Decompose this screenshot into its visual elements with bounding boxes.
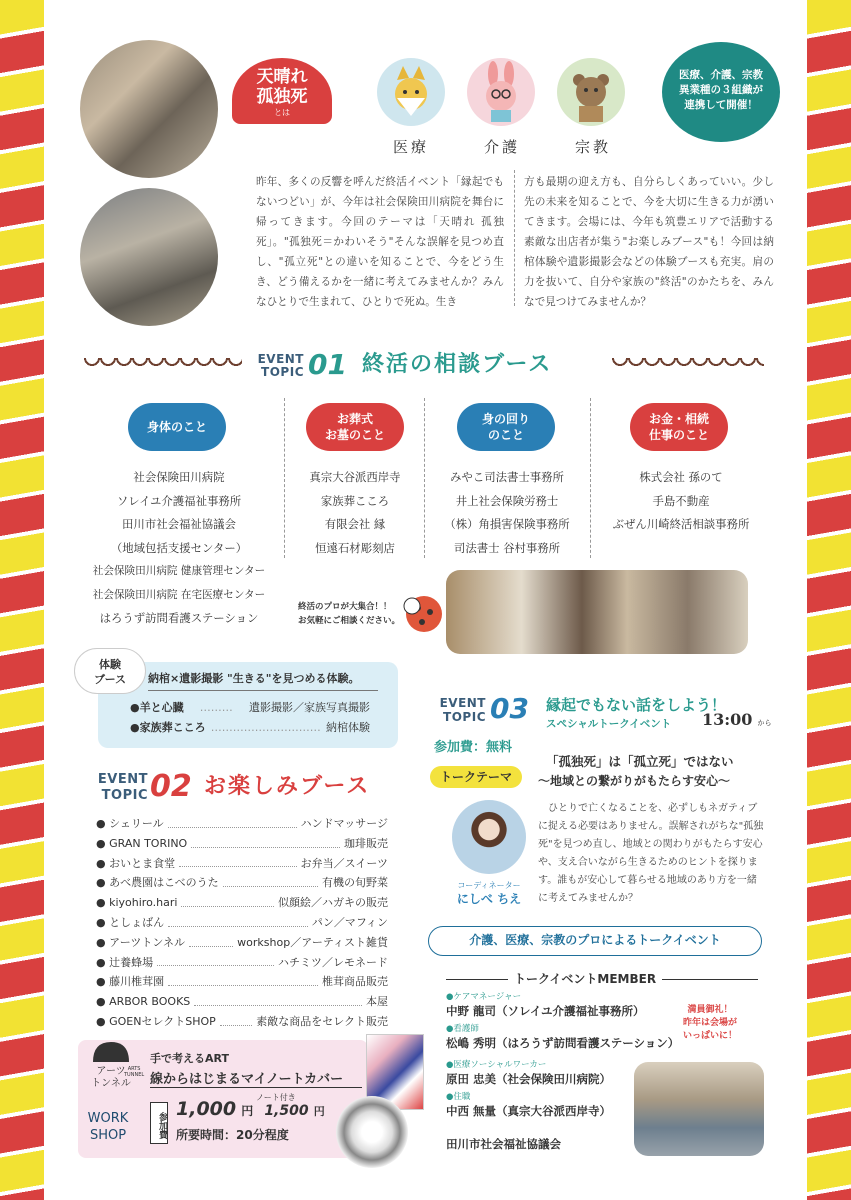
list-item (96, 893, 388, 913)
shop-value: 似顔絵／ハガキの販売 (278, 896, 388, 910)
member-role: ●住職 (446, 1092, 471, 1102)
member-name: 松嶋 秀明（はろうず訪問看護ステーション） (446, 1036, 680, 1050)
shop-value: お弁当／スイーツ (300, 856, 388, 870)
topic03-fee: 参加費：無料 (434, 740, 513, 755)
label-medical: 医療 (393, 138, 430, 156)
member-heading-text: トークイベントMEMBER (508, 970, 662, 987)
list-item (96, 913, 388, 933)
pro-gathering-note: 終活のプロが大集合！！ お気軽にご相談ください。 (298, 602, 401, 626)
talk-theme-sub: 〜地域との繋がりがもたらす安心〜 (538, 774, 731, 788)
list-item: 司法書士 谷村事務所 (453, 540, 561, 555)
intro-text-right: 方も最期の迎え方も、自分らしくあっていい。少し先の未来を知ることで、今を大切に生きる力が湧いてきます。会場には、今年も筑豊エリアで活動する素敵な出店者が集う"お楽しみブース"も！今回は納棺体験や遺影撮影会などの体験ブースも充実。肩の力を抜いて、自分や家族の"終活"のかたちを、みんなで見つけてみませんか？ (524, 176, 774, 308)
list-item: 社会保険田川病院 在宅医療センター (92, 588, 266, 601)
arts-tunnel-logo-text: アーツ トンネル (91, 1066, 131, 1089)
arts-tunnel-logo (80, 1040, 145, 1104)
list-item: 社会保険田川病院 健康管理センター (92, 565, 266, 577)
dot-leader (191, 834, 340, 848)
category-divider-1 (284, 398, 285, 558)
workshop-price-2: 1,500 (264, 1103, 309, 1119)
shop-value: ハチミツ／レモネード (278, 955, 388, 969)
fan-title: 天晴れ 孤独死 (256, 67, 308, 107)
fan-subtitle: とは (274, 108, 290, 117)
shop-list (96, 814, 388, 1032)
talk-theme-tag: トークテーマ (430, 766, 522, 788)
talk-description: ひとりで亡くなることを、必ずしもネガティブに捉える必要はありません。誤解されがちな"孤独死"を見つめ直し、地域との関わりがもたらす安心や、支え合いながら生きるためのヒントを探ります。誰もが安心して暮らせる地域のあり方を一緒に考えてみませんか？ (538, 803, 764, 904)
coordinator-photo (452, 800, 526, 874)
shop-name: ● 藤川椎茸園 (96, 975, 165, 989)
category-body-list (84, 466, 274, 631)
topic03-subtitle: スペシャルトークイベント (546, 718, 672, 730)
talk-event-pill: 介護、医療、宗教のプロによるトークイベント (428, 926, 762, 956)
shop-name: ● あべ農園はこべのうた (96, 876, 219, 890)
member-role: ●ケアマネージャー (446, 992, 522, 1002)
category-divider-3 (590, 398, 591, 558)
member-role: ●医療ソーシャルワーカー (446, 1060, 547, 1070)
member-3 (446, 1060, 611, 1087)
workshop-note-label: ノート付き (256, 1093, 296, 1102)
category-personal-list (428, 466, 586, 560)
topic02-event-label (92, 772, 148, 804)
workshop-fee-tag-text: 参加費 (157, 1111, 167, 1139)
workshop-price-2-yen: 円 (313, 1105, 325, 1118)
dot-leader (220, 1012, 252, 1026)
member-name: 原田 忠美（社会保険田川病院） (446, 1072, 612, 1086)
wave-divider-left (84, 358, 242, 374)
arts-tunnel-logo-small: ARTS TUNNEL (124, 1066, 145, 1078)
experience-provider: ●家族葬こころ (130, 720, 206, 734)
list-item: はろうず訪問看護ステーション (99, 611, 259, 625)
right-decorative-stripe (807, 0, 851, 1200)
list-item: 株式会社 孫のて (639, 470, 723, 484)
workshop-time: 所要時間：20分程度 (176, 1128, 289, 1142)
shop-value: workshop／アーティスト雑貨 (237, 935, 388, 949)
dot-leader (168, 972, 318, 986)
list-item (96, 933, 388, 953)
member-org: 田川市社会福祉協議会 (446, 1137, 561, 1151)
workshop-title-underline (150, 1087, 362, 1088)
collab-bubble-text: 医療、介護、宗教 異業種の３組織が 連携して開催！ (679, 69, 763, 111)
member-4 (446, 1092, 611, 1119)
wave-divider-right (612, 358, 764, 374)
shop-value: 珈琲販売 (344, 836, 388, 850)
list-item (96, 854, 388, 874)
list-item: 真宗大谷派西岸寺 (309, 470, 401, 484)
topic03-topic-word: TOPIC (443, 710, 486, 724)
shop-name: ● GRAN TORINO (96, 836, 188, 850)
topic02-title: お楽しみブース (204, 774, 371, 799)
event-photo-bottom (80, 188, 218, 326)
shop-value: 椎茸商品販売 (322, 975, 388, 989)
dot-leader (168, 814, 297, 828)
shop-name: ● 辻養蜂場 (96, 955, 154, 969)
list-item: 社会保険田川病院 (133, 470, 225, 484)
category-funeral-list (290, 466, 420, 560)
dot-leader (189, 933, 233, 947)
topic01-number: 01 (308, 348, 347, 381)
list-item (96, 953, 388, 973)
member-name: 中西 無量（真宗大谷派西岸寺） (446, 1104, 612, 1118)
shop-name: ● アーツトンネル (96, 935, 185, 949)
dot-leader (157, 953, 274, 967)
list-item (130, 718, 370, 738)
talk-theme-main: 「孤独死」は「孤立死」ではない (546, 754, 734, 769)
list-item (96, 1012, 388, 1032)
topic03-event-label (430, 696, 486, 724)
experience-list (130, 698, 370, 738)
coordinator-name: にしべ ちえ (456, 892, 522, 906)
category-money-list (596, 466, 766, 537)
category-body: 身体のこと (128, 403, 226, 451)
dot-leader (179, 854, 297, 868)
workshop-price: 1,000 (176, 1098, 237, 1120)
list-item: 井上社会保険労務士 (455, 493, 559, 508)
label-care: 介護 (484, 138, 521, 156)
list-item: みやこ司法書士事務所 (450, 470, 564, 484)
shop-value: ハンドマッサージ (300, 817, 388, 830)
collab-speech-bubble (662, 42, 780, 142)
fan-logo (232, 58, 332, 124)
workshop-title: 線からはじまるマイノートカバー (150, 1072, 344, 1087)
category-funeral: お葬式 お墓のこと (306, 403, 404, 451)
topic01-title: 終活の相談ブース (362, 352, 553, 377)
intro-divider (514, 170, 515, 306)
list-item (96, 972, 388, 992)
category-money: お金・相続 仕事のこと (630, 403, 728, 451)
list-item: （地域包括支援センター） (110, 540, 248, 555)
topic01-event-label (252, 353, 304, 379)
list-item (96, 873, 388, 893)
shop-value: パン／マフィン (311, 915, 388, 929)
experience-dots: ………………………… (210, 720, 321, 734)
shop-name: ● GOENセレクトSHOP (96, 1014, 216, 1028)
list-item: ソレイユ介護福祉事務所 (116, 493, 242, 508)
list-item: （株）角損害保険事務所 (444, 517, 570, 531)
member-2 (446, 1024, 679, 1051)
experience-headline: 納棺×遺影撮影 "生きる"を見つめる体験。 (148, 672, 360, 685)
consultation-photo (446, 570, 748, 654)
member-heading (446, 970, 758, 988)
list-item (130, 698, 370, 718)
member-1 (446, 992, 644, 1019)
artwork-circle-image (336, 1096, 408, 1168)
list-item: 田川市社会福祉協議会 (122, 517, 236, 531)
experience-provider: ●羊と心臓 (130, 701, 184, 714)
label-religion: 宗教 (575, 138, 612, 156)
list-item (96, 992, 388, 1012)
bear-monk-icon (557, 58, 625, 126)
list-item: 有限会社 縁 (324, 517, 386, 531)
shop-name: ● としょばん (96, 915, 165, 929)
shop-name: ● シェリール (96, 817, 164, 830)
experience-divider (148, 690, 378, 691)
dot-leader (181, 893, 274, 907)
topic02-event-word: EVENT (97, 772, 148, 787)
fox-doctor-icon (377, 58, 445, 126)
member-name: 中野 龍司（ソレイユ介護福祉事務所） (446, 1004, 645, 1018)
workshop-price-yen: 円 (241, 1104, 254, 1118)
shop-name: ● おいとま食堂 (96, 856, 176, 870)
experience-dots: ……… (199, 701, 233, 714)
topic03-time-suffix: から (757, 719, 772, 727)
tunnel-icon (91, 1040, 131, 1062)
topic02-number: 02 (150, 769, 192, 804)
full-house-note: 満員御礼！ 昨年は会場が いっぱいに！ (682, 1005, 737, 1041)
shop-name: ● kiyohiro.hari (96, 896, 178, 910)
list-item (96, 834, 388, 854)
workshop-fee-tag (150, 1102, 168, 1144)
topic03-title: 縁起でもない話をしよう！ (546, 696, 727, 714)
coordinator-role: コーディネーター (457, 881, 521, 890)
event-photo-top (80, 40, 218, 178)
workshop-subtitle: 手で考えるART (150, 1052, 229, 1065)
experience-service: 遺影撮影／家族写真撮影 (248, 701, 370, 714)
topic01-event-word: EVENT (257, 352, 304, 366)
list-item (96, 814, 388, 834)
workshop-label: WORK SHOP (87, 1111, 129, 1143)
rabbit-caregiver-icon (467, 58, 535, 126)
shop-value: 素敵な商品をセレクト販売 (256, 1014, 388, 1028)
shop-name: ● ARBOR BOOKS (96, 995, 191, 1009)
topic03-time (702, 710, 772, 729)
experience-service: 納棺体験 (325, 720, 370, 734)
shop-value: 有機の旬野菜 (322, 876, 388, 890)
workshop-price-row (176, 1093, 325, 1120)
list-item: 手島不動産 (652, 493, 710, 508)
intro-text-left: 昨年、多くの反響を呼んだ終活イベント「縁起でもないつどい」が、今年は社会保険田川病院を舞台に帰ってきます。今回のテーマは「天晴れ 孤独死」。"孤独死＝かわいそう"そんな誤解を見つめ直し、"孤立死"との違いを知ることで、今をどう生き、どう備えるかを一緒に考えてみませんか？みんなひとりで生まれて、ひとりで死ぬ。生き (256, 176, 504, 308)
topic03-number: 03 (490, 692, 529, 725)
experience-tag (74, 648, 146, 694)
venue-photo (634, 1062, 764, 1156)
dot-leader (223, 873, 318, 887)
list-item: 恒遠石材彫刻店 (315, 540, 395, 555)
dot-leader (194, 992, 362, 1006)
list-item: ぶぜん川崎終活相談事務所 (612, 517, 750, 531)
category-personal: 身の回り のこと (457, 403, 555, 451)
topic03-event-word: EVENT (439, 696, 486, 710)
member-role: ●看護師 (446, 1024, 479, 1034)
list-item: 家族葬こころ (320, 493, 390, 508)
topic01-topic-word: TOPIC (261, 365, 304, 379)
ladybug-mascot-icon (398, 588, 448, 642)
dot-leader (168, 913, 308, 927)
topic03-time-value: 13:00 (702, 710, 753, 729)
topic02-topic-word: TOPIC (101, 788, 148, 803)
category-divider-2 (424, 398, 425, 558)
left-decorative-stripe (0, 0, 44, 1200)
shop-value: 本屋 (366, 995, 388, 1009)
experience-tag-text: 体験 ブース (93, 658, 127, 686)
